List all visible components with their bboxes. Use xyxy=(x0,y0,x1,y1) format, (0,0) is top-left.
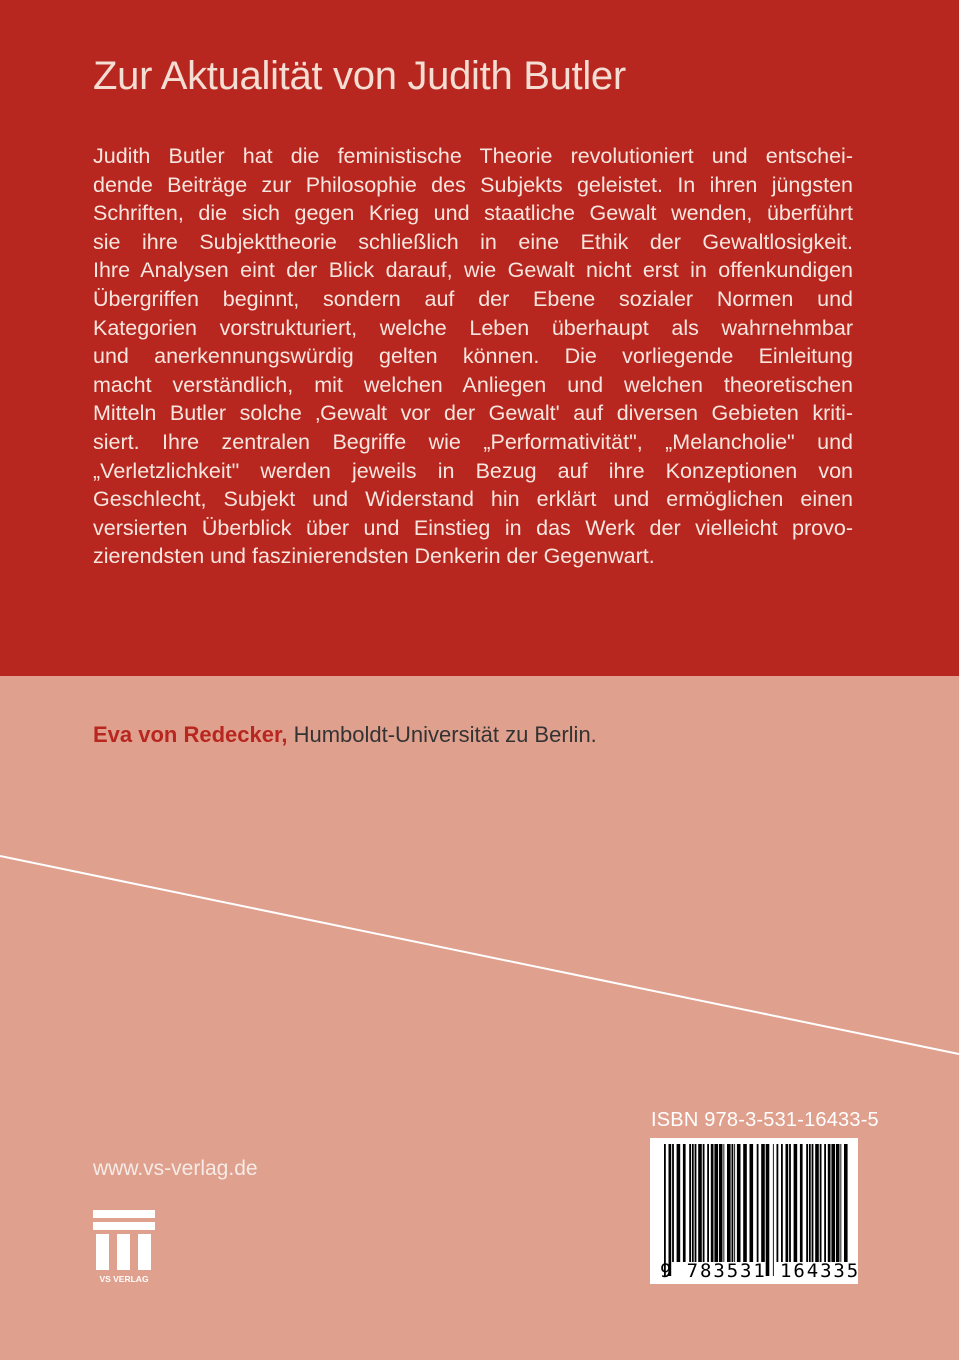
blurb-line: Kategorien vorstrukturiert, welche Leben überhaupt als wahrnehmbar xyxy=(93,315,853,340)
barcode-bar xyxy=(719,1144,723,1262)
barcode-bar xyxy=(714,1144,718,1262)
barcode-bar xyxy=(672,1144,674,1262)
barcode-bar xyxy=(727,1144,731,1262)
barcode-bar xyxy=(669,1144,672,1276)
barcode-bar xyxy=(664,1144,666,1276)
barcode-bar xyxy=(761,1144,765,1262)
publisher-website-link[interactable]: www.vs-verlag.de xyxy=(93,1157,258,1180)
barcode-bar xyxy=(844,1144,848,1262)
blurb-line: Übergriffen beginnt, sondern auf der Ebene sozialer Normen und xyxy=(93,286,853,311)
blurb-line: Mitteln Butler solche ‚Gewalt vor der Gewalt' auf diversen Gebieten kriti- xyxy=(93,401,853,426)
barcode-bar xyxy=(781,1144,783,1262)
barcode-bar xyxy=(828,1144,831,1262)
barcode-bar xyxy=(840,1144,841,1262)
diagonal-line xyxy=(0,850,959,1060)
barcode-bar xyxy=(723,1144,724,1262)
barcode-bar xyxy=(692,1144,694,1262)
barcode-bar xyxy=(836,1144,840,1262)
isbn-number: ISBN 978-3-531-16433-5 xyxy=(651,1109,879,1131)
barcode-bar xyxy=(800,1144,803,1262)
author-affiliation: Humboldt-Universität zu Berlin. xyxy=(287,722,597,747)
blurb-line: zierendsten und faszinierendsten Denkerin der Gegenwart. xyxy=(93,544,655,569)
barcode-bar xyxy=(809,1144,811,1262)
barcode-digits: 9 783531 164335 xyxy=(660,1260,861,1282)
blurb-line: Judith Butler hat die feministische Theorie revolutioniert und entschei- xyxy=(93,144,853,168)
barcode-bar xyxy=(698,1144,702,1262)
blurb-line: dende Beiträge zur Philosophie des Subjekts geleistet. In ihren jüngsten xyxy=(93,172,853,197)
vs-verlag-logo-icon xyxy=(93,1210,155,1284)
barcode-bar xyxy=(707,1144,709,1262)
blurb-line: siert. Ihre zentralen Begriffe wie „Performativität", „Melancholie" und xyxy=(93,429,853,454)
barcode-bar xyxy=(750,1144,754,1262)
barcode-bar xyxy=(683,1144,686,1262)
barcode-bar xyxy=(812,1144,814,1262)
barcode-bar xyxy=(777,1144,779,1262)
barcode-bar xyxy=(824,1144,826,1262)
blurb-line: macht verständlich, mit welchen Anliegen und welchen theoretischen xyxy=(93,372,853,397)
logo-text: VS VERLAG xyxy=(99,1274,149,1284)
barcode-bar xyxy=(689,1144,691,1262)
blurb-line: Geschlecht, Subjekt und Widerstand hin erklärt und ermöglichen einen xyxy=(93,487,853,512)
barcode-bar xyxy=(789,1144,791,1262)
barcode-bar xyxy=(786,1144,789,1262)
barcode-bar xyxy=(773,1144,774,1276)
barcode-bar xyxy=(743,1144,747,1262)
barcode-bar xyxy=(806,1144,808,1262)
barcode-bar xyxy=(766,1144,770,1276)
isbn-barcode xyxy=(650,1138,861,1284)
author-name: Eva von Redecker, xyxy=(93,722,288,747)
blurb-line: sie ihre Subjekttheorie schließlich in eine Ethik der Gewaltlosigkeit. xyxy=(93,229,853,254)
blurb-line: versierten Überblick über und Einstieg in das Werk der vielleicht provo- xyxy=(93,515,853,540)
barcode-bar xyxy=(677,1144,681,1262)
blurb-text xyxy=(93,142,853,571)
barcode-bar xyxy=(695,1144,697,1262)
book-title: Zur Aktualität von Judith Butler xyxy=(93,54,626,98)
blurb-line: Ihre Analysen eint der Blick darauf, wie Gewalt nicht erst in offenkundigen xyxy=(93,258,853,283)
author-credit xyxy=(93,720,597,750)
barcode-bar xyxy=(794,1144,798,1262)
barcode-bar xyxy=(820,1144,822,1262)
barcode-bar xyxy=(831,1144,835,1262)
blurb-line: und anerkennungswürdig gelten können. Die vorliegende Einleitung xyxy=(93,344,853,369)
top-band xyxy=(0,0,959,676)
barcode-bar xyxy=(815,1144,819,1262)
blurb-line: Schriften, die sich gegen Krieg und staatliche Gewalt wenden, überführt xyxy=(93,201,853,226)
barcode-bar xyxy=(732,1144,734,1262)
barcode-bar xyxy=(703,1144,705,1262)
barcode-bar xyxy=(737,1144,741,1262)
barcode-bar xyxy=(734,1144,735,1262)
barcode-bar xyxy=(711,1144,714,1262)
blurb-line: „Verletzlichkeit" werden jeweils in Bezug auf ihre Konzeptionen von xyxy=(93,458,853,483)
barcode-bar xyxy=(757,1144,759,1262)
